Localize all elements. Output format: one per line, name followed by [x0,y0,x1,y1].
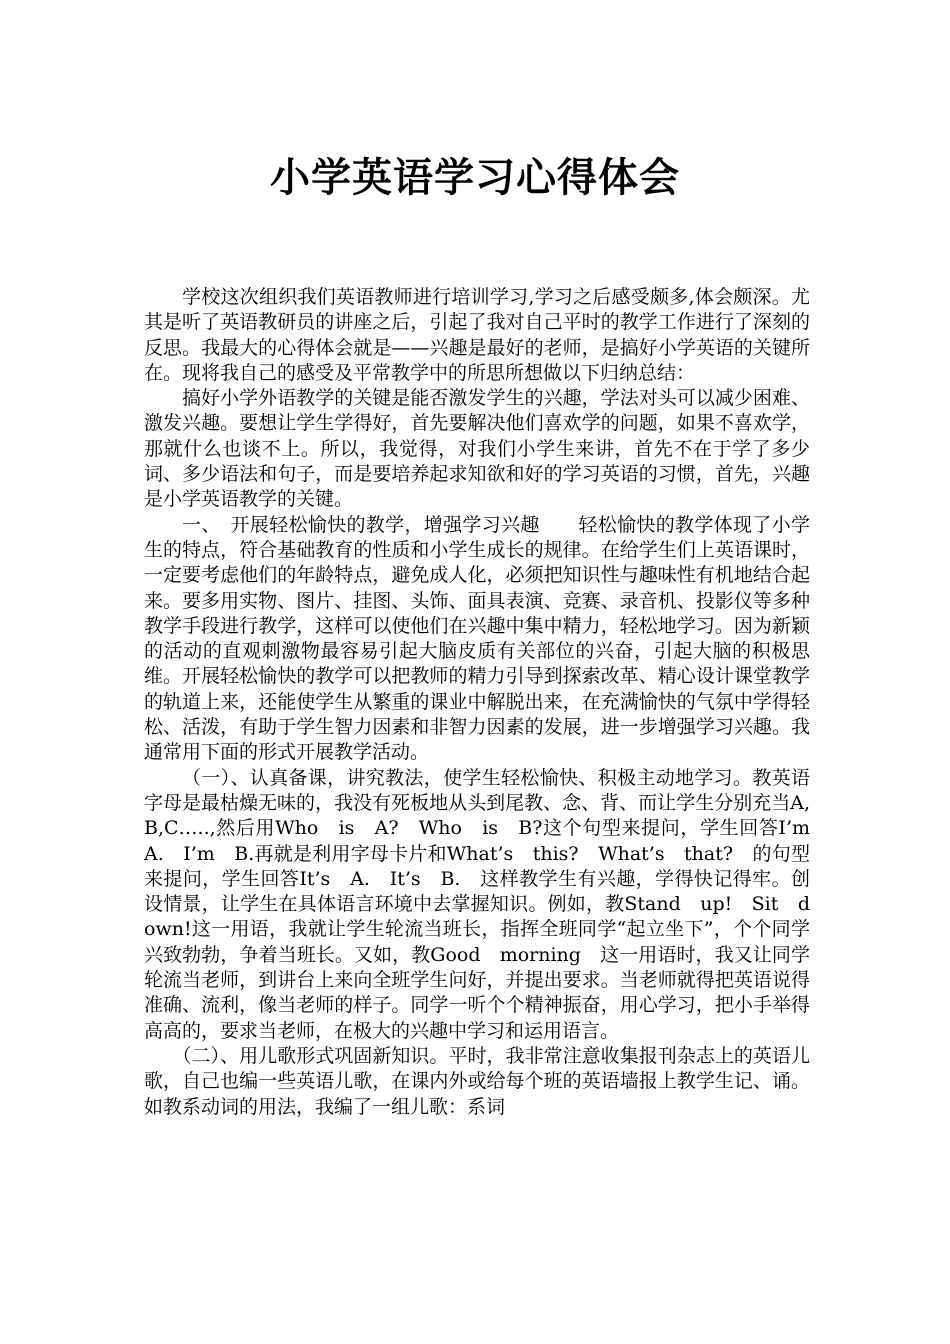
paragraph-subsection-two: （二）、用儿歌形式巩固新知识。平时，我非常注意收集报刊杂志上的英语儿歌，自己也编一些英语儿歌，在课内外或给每个班的英语墙报上教学生记、诵。如教系动词的用法，我编了一组儿歌：系词 [144,1044,810,1118]
paragraph-intro: 学校这次组织我们英语教师进行培训学习,学习之后感受颇多,体会颇深。尤其是听了英语教研员的讲座之后，引起了我对自己平时的教学工作进行了深刻的反思。我最大的心得体会就是——兴趣是最好的老师，是搞好小学英语的关键所在。现将我自己的感受及平常教学中的所思所想做以下归纳总结： [144,286,810,384]
paragraph-section-one: 一、 开展轻松愉快的教学，增强学习兴趣 轻松愉快的教学体现了小学生的特点，符合基础教育的性质和小学生成长的规律。在给学生们上英语课时，一定要考虑他们的年龄特点，避免成人化，必须把知识性与趣味性有机地结合起来。要多用实物、图片、挂图、头饰、面具表演、竞赛、录音机、投影仪等多种教学手段进行教学，这样可以使他们在兴趣中集中精力，轻松地学习。因为新颖的活动的直观刺激物最容易引起大脑皮质有关部位的兴奋，引起大脑的积极思维。开展轻松愉快的教学可以把教师的精力引导到探索改革、精心设计课堂教学的轨道上来，还能使学生从繁重的课业中解脱出来，在充满愉快的气氛中学得轻松、活泼，有助于学生智力因素和非智力因素的发展，进一步增强学习兴趣。我通常用下面的形式开展教学活动。 [144,513,810,764]
document-body [144,285,830,1120]
paragraph-key-interest: 搞好小学外语教学的关键是能否激发学生的兴趣，学法对头可以减少困难、激发兴趣。要想让学生学得好，首先要解决他们喜欢学的问题，如果不喜欢学，那就什么也谈不上。所以，我觉得，对我们小学生来讲，首先不在于学了多少词、多少语法和句子，而是要培养起求知欲和好的学习英语的习惯，首先，兴趣是小学英语教学的关键。 [144,387,810,511]
paragraph-subsection-one: （一）、认真备课，讲究教法，使学生轻松愉快、积极主动地学习。教英语字母是最枯燥无味的，我没有死板地从头到尾教、念、背、而让学生分别充当A,B,C…..,然后用Who is A? Who is B?这个句型来提问，学生回答I’m A. I’m B.再就是利用字母卡片和What’s this? What’s that? 的句型来提问，学生回答It’s A. It’s B. 这样教学生有兴趣，学得快记得牢。创设情景，让学生在具体语言环境中去掌握知识。例如，教Stand up! Sit down!这一用语，我就让学生轮流当班长，指挥全班同学“起立坐下”，个个同学兴致勃勃，争着当班长。又如，教Good morning 这一用语时，我又让同学轮流当老师，到讲台上来向全班学生问好，并提出要求。当老师就得把英语说得准确、流利，像当老师的样子。同学一听个个精神振奋，用心学习，把小手举得高高的，要求当老师，在极大的兴趣中学习和运用语言。 [144,766,830,1042]
document-title: 小学英语学习心得体会 [270,154,680,201]
